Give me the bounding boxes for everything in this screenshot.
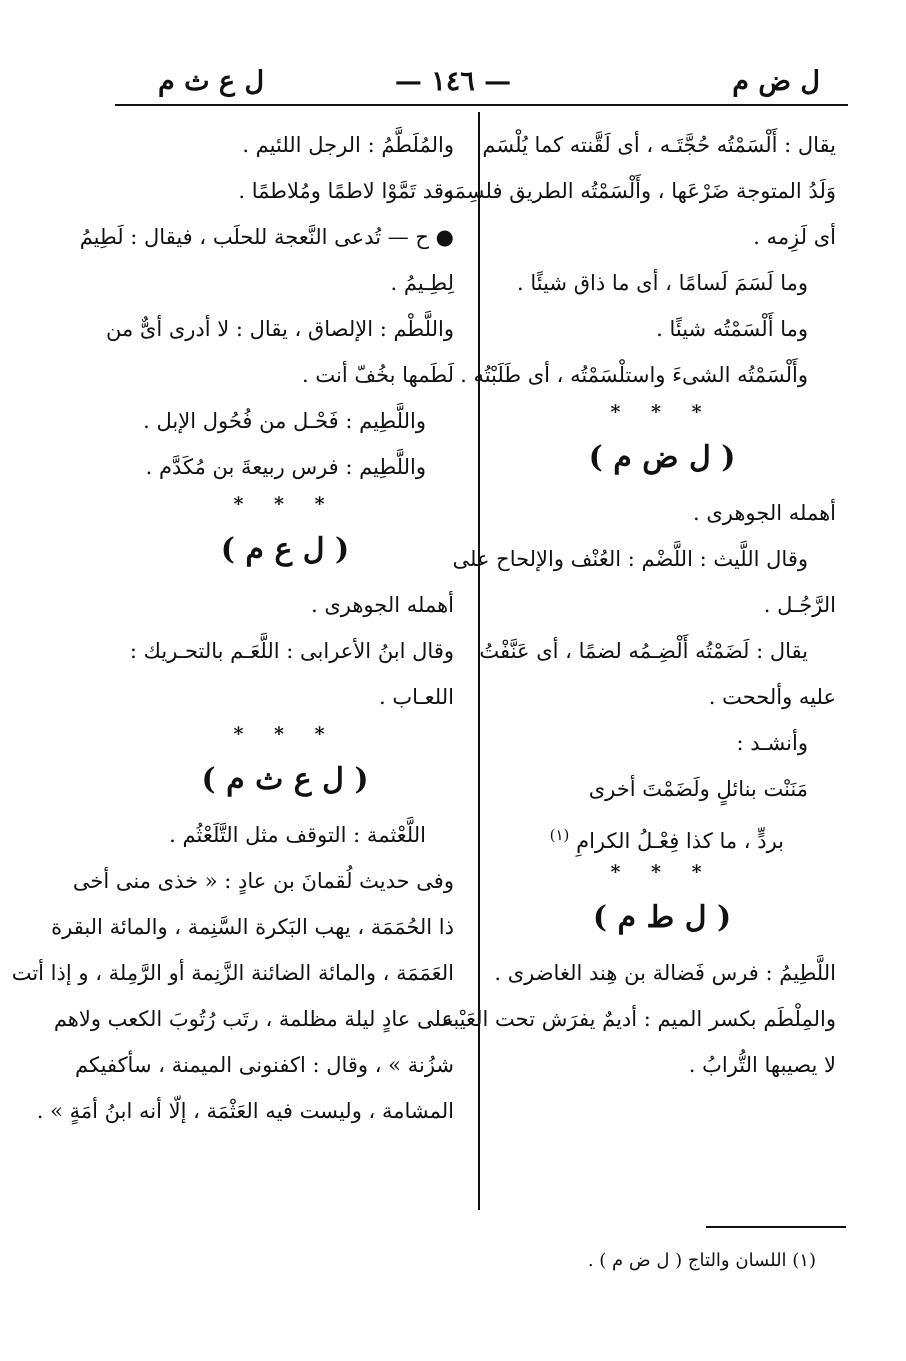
text-line: أهمله الجوهرى . bbox=[310, 593, 454, 617]
verse-line: مَنَنْت بنائلٍ ولَضَمْتَ أخرى bbox=[588, 777, 808, 801]
text-line: لا يصيبها التُّرابُ . bbox=[688, 1053, 836, 1077]
right-column bbox=[442, 122, 836, 1088]
header-rule bbox=[115, 104, 848, 106]
entry-heading: ( ل ع ث م ) bbox=[201, 762, 369, 797]
text-line: أهمله الجوهرى . bbox=[692, 501, 836, 525]
text-line: لَطَمها بخُفّ أنت . bbox=[302, 363, 454, 387]
text-line: اللعـاب . bbox=[379, 685, 454, 709]
text-line: والمِلْطَم بكسر الميم : أديمٌ يفرَش تحت العَيْبة bbox=[442, 1007, 836, 1031]
text-line: الرَّجُـل . bbox=[763, 593, 836, 617]
text-line: والمُلَطَّمُ : الرجل اللئيم . bbox=[242, 133, 454, 157]
footnote: (١) اللسان والتاج ( ل ض م ) . bbox=[587, 1250, 816, 1271]
section-separator: * * * bbox=[610, 401, 714, 423]
entry-heading: ( ل ط م ) bbox=[592, 900, 732, 935]
text-line: على عادٍ ليلة مظلمة ، رتَب رُتُوبَ الكعب ولاهم bbox=[53, 1007, 454, 1031]
text-line: وفى حديث لُقمانَ بن عادٍ : « خذى منى أخى bbox=[72, 869, 454, 893]
text-line: يقال : أَلْسَمْتُه حُجَّتَـه ، أى لَقَّنته كما يُلْسَم bbox=[482, 133, 836, 157]
text-line: لِطِـيمُ . bbox=[390, 271, 454, 295]
text-line: وما لَسَمَ لَسامًا ، أى ما ذاق شيئًا . bbox=[517, 271, 808, 295]
text-line: ● ح — تُدعى النَّعجة للحلَب ، فيقال : لَطِيمُ bbox=[79, 225, 454, 249]
text-line: شزُنة » ، وقال : اكفنونى الميمنة ، سأكفيكم bbox=[75, 1053, 454, 1077]
section-separator: * * * bbox=[233, 723, 337, 745]
text-line: عليه وألححت . bbox=[708, 685, 836, 709]
text-line: وأَلْسَمْتُه الشىءَ واستلْسَمْتُه ، أى طَلَبْتُه . bbox=[460, 363, 808, 387]
text-line: العَمَمَة ، والمائة الضائنة الزَّنِمة أو الرَّمِلة ، و إذا أتت bbox=[11, 961, 454, 985]
text-line: وأنشـد : bbox=[736, 731, 808, 755]
text-line: وقال ابنُ الأعرابى : اللَّعَـم بالتحـريك : bbox=[129, 639, 454, 663]
running-head-right: ل ض م bbox=[732, 66, 820, 97]
section-separator: * * * bbox=[610, 861, 714, 883]
page-number: — ١٤٦ — bbox=[394, 66, 512, 97]
verse-line bbox=[488, 812, 836, 858]
running-head-left: ل ع ث م bbox=[158, 66, 265, 97]
text-line: واللَّطِيم : فرس ربيعةَ بن مُكَدَّم . bbox=[145, 455, 426, 479]
text-line: واللَّطْم : الإلصاق ، يقال : لا أدرى أىٌّ من bbox=[105, 317, 454, 341]
text-line: المشامة ، وليست فيه العَثْمَة ، إلّا أنه ابنُ أمَةٍ » . bbox=[36, 1099, 454, 1123]
text-line: اللَّطِيمُ : فرس فَضالة بن هِند الغاضرى . bbox=[494, 961, 836, 985]
text-line: وَلَدُ المتوجة ضَرْعَها ، وأَلْسَمْتُه الطريق فلسِمَه bbox=[443, 179, 836, 203]
text-line: أى لَزِمه . bbox=[753, 225, 836, 249]
text-line: وقال اللَّيث : اللَّضْم : العُنْف والإلحاح على bbox=[452, 547, 808, 571]
text-line: واللَّطِيم : فَحْـل من فُحُول الإبل . bbox=[143, 409, 426, 433]
text-line: وما أَلْسَمْتُه شيئًا . bbox=[656, 317, 808, 341]
text-line: يقال : لَضَمْتُه أَلْضِـمُه لضمًا ، أى عَنَّفْتُ bbox=[479, 639, 808, 663]
text-line: ذا الحُمَمَة ، يهب البَكرة السَّنِمة ، والمائة البقرة bbox=[51, 915, 454, 939]
text-line: وقد تَمَّوْا لاطمًا ومُلاطمًا . bbox=[238, 179, 454, 203]
entry-heading: ( ل ع م ) bbox=[220, 532, 350, 567]
footnote-marker: (١) bbox=[549, 826, 570, 844]
verse-text: بردٍّ ، ما كذا فِعْـلُ الكرامِ bbox=[576, 829, 784, 853]
left-column bbox=[11, 122, 454, 1134]
text-line: اللَّعْثمة : التوقف مثل التَّلَعْثُم . bbox=[169, 823, 426, 847]
section-separator: * * * bbox=[233, 493, 337, 515]
footnote-rule bbox=[706, 1226, 846, 1228]
entry-heading: ( ل ض م ) bbox=[588, 440, 736, 475]
